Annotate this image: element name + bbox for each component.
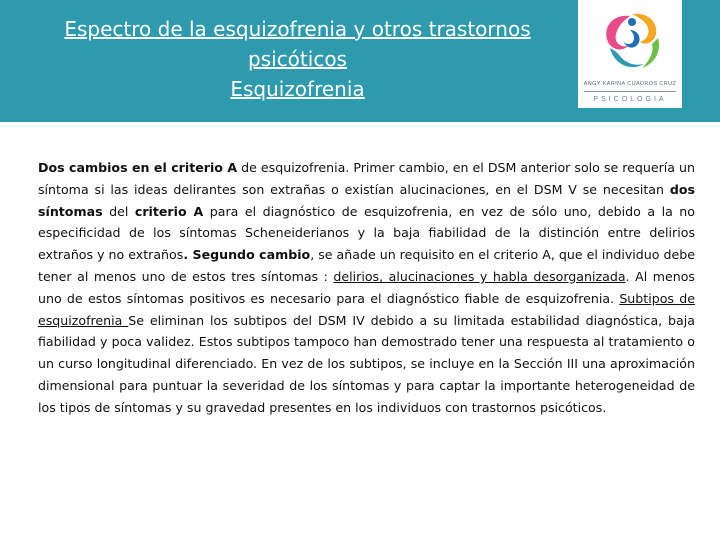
body-text-4: , se añade un requisito en el criterio A, que el individuo debe tener al menos uno de estos tres síntomas : (38, 247, 695, 284)
body-bold-1: Dos cambios en el criterio A (38, 160, 238, 175)
body-bold-3: criterio A (134, 203, 204, 219)
title-line-1: Espectro de la esquizofrenia y otros trastornos (64, 17, 531, 41)
logo-dot (628, 18, 636, 26)
body-text-6: Se eliminan los subtipos del DSM IV debido a su limitada estabilidad diagnóstica, baja fiabilidad y poca validez. Estos subtipos tampoco han demostrado tener una respuesta al tratamiento o un curso longitudinal diferenciado. En vez de los subtipos, se incluye en la Sección III una aproximación dimensional para puntuar la severidad de los síntomas y para captar la importante heterogeneidad de los tipos de síntomas y su gravedad presentes en los individuos con trastornos psicóticos. (38, 312, 695, 415)
logo-mark-icon (592, 8, 668, 78)
logo-name: ANGY KARINA CUADROS CRUZ (583, 81, 677, 87)
body-bold-2: dos síntomas (38, 181, 695, 219)
title-banner (0, 0, 720, 122)
body-paragraph (38, 157, 695, 419)
logo-divider (584, 91, 676, 92)
title-line-2: psicóticos (248, 47, 347, 71)
body-bold-4: . Segundo cambio (183, 247, 311, 263)
logo-subtitle: PSICOLOGIA (593, 96, 667, 103)
logo-swirl-blue (624, 30, 640, 48)
body-text-5: . Al menos uno de estos síntomas positivos es necesario para el diagnóstico fiable de esquizofrenia. (38, 268, 695, 306)
body-text-1: de esquizofrenia. Primer cambio, en el DSM anterior solo se requería un síntoma si las ideas delirantes son extrañas o existían alucinaciones, en el DSM V se necesitan (38, 160, 696, 197)
body-text-3: para el diagnóstico de esquizofrenia, en vez de sólo uno, debido a la no especificidad de los síntomas Scheneiderianos y la baja fiabilidad de la distinción entre delirios extraños y no extraños (38, 203, 695, 263)
logo (578, 0, 682, 108)
slide-title (20, 14, 575, 104)
logo-swirl-teal (610, 48, 644, 67)
body-text-2: del (102, 203, 135, 219)
body-underline-2: Subtipos de esquizofrenia (38, 290, 695, 328)
body-underline-1: delirios, alucinaciones y habla desorganizada (333, 268, 626, 284)
title-line-3: Esquizofrenia (230, 77, 365, 101)
